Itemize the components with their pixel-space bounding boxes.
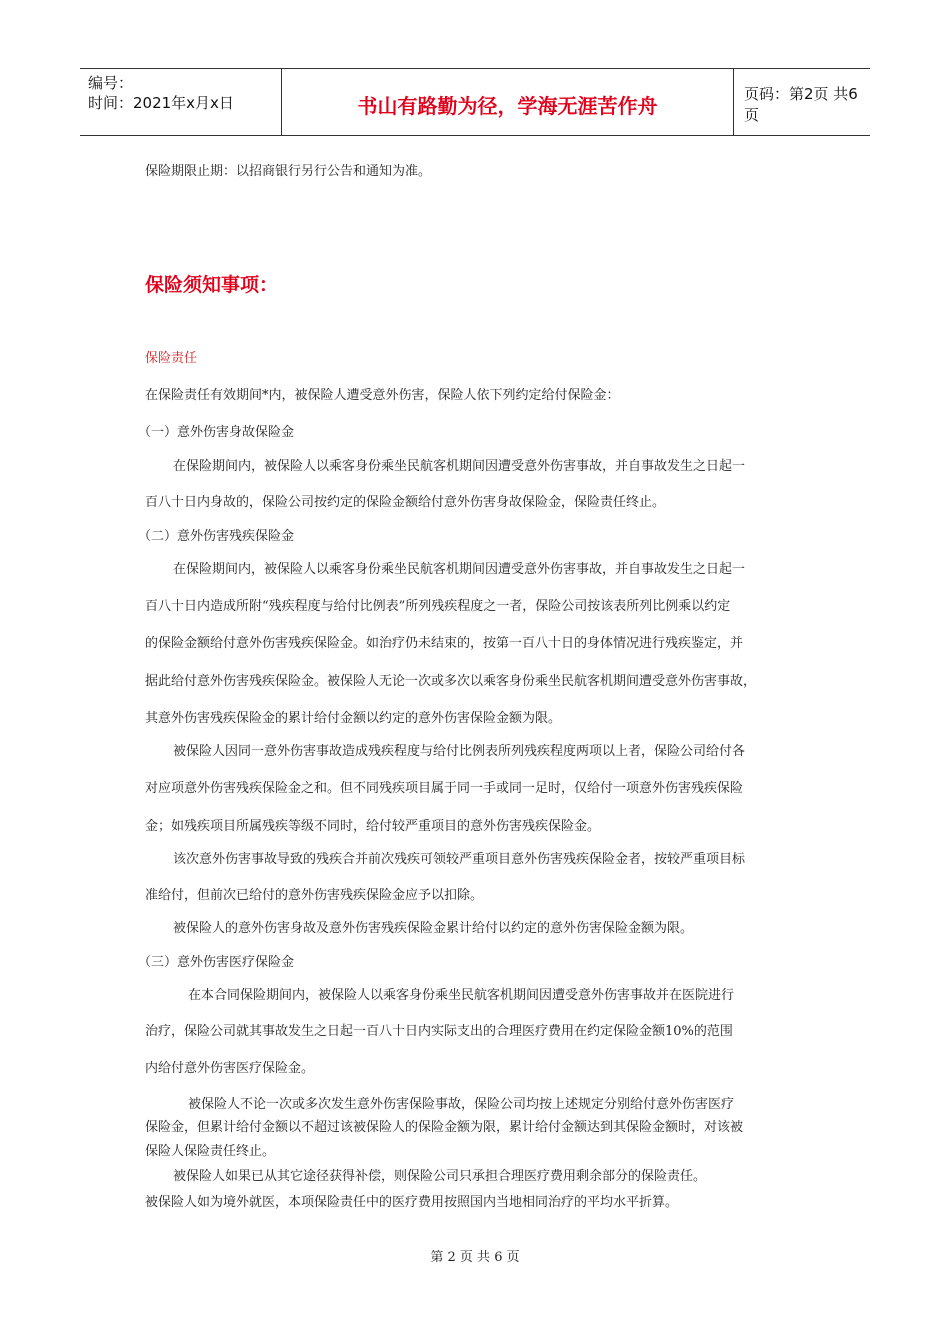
header-meta xyxy=(80,69,282,135)
paragraph-line: 治疗，保险公司就其事故发生之日起一百八十日内实际支出的合理医疗费用在约定保险金额10%的范围 xyxy=(145,1024,733,1039)
paragraph-line: 保险人保险责任终止。 xyxy=(145,1144,276,1159)
paragraph-line: 被保险人不论一次或多次发生意外伤害保险事故，保险公司均按上述规定分别给付意外伤害医疗 xyxy=(188,1097,735,1112)
paragraph-line: 据此给付意外伤害残疾保险金。被保险人无论一次或多次以乘客身份乘坐民航客机期间遭受意外伤害事故， xyxy=(145,674,757,689)
intro-line: 保险期限止期：以招商银行另行公告和通知为准。 xyxy=(145,164,432,179)
page-footer: 第 2 页 共 6 页 xyxy=(430,1250,520,1265)
paragraph-line: 内给付意外伤害医疗保险金。 xyxy=(145,1061,315,1076)
paragraph-line: 百八十日内造成所附“残疾程度与给付比例表”所列残疾程度之一者，保险公司按该表所列比例乘以约定 xyxy=(145,599,731,614)
paragraph-line: 的保险金额给付意外伤害残疾保险金。如治疗仍未结束的，按第一百八十日的身体情况进行残疾鉴定，并 xyxy=(145,636,744,651)
header-motto: 书山有路勤为径，学海无涯苦作舟 xyxy=(282,69,734,135)
paragraph-line: 金；如残疾项目所属残疾等级不同时，给付较严重项目的意外伤害残疾保险金。 xyxy=(145,819,601,834)
paragraph-line: 被保险人如果已从其它途径获得补偿，则保险公司只承担合理医疗费用剩余部分的保险责任。 xyxy=(173,1169,707,1184)
paragraph-line: 在本合同保险期间内，被保险人以乘客身份乘坐民航客机期间因遭受意外伤害事故并在医院进行 xyxy=(188,988,735,1003)
item-heading: （二）意外伤害残疾保险金 xyxy=(138,529,295,544)
paragraph-line: 其意外伤害残疾保险金的累计给付金额以约定的意外伤害保险金额为限。 xyxy=(145,711,562,726)
item-heading: （一）意外伤害身故保险金 xyxy=(138,425,295,440)
item-heading: （三）意外伤害医疗保险金 xyxy=(138,955,295,970)
page-header xyxy=(80,68,870,136)
paragraph-line: 对应项意外伤害残疾保险金之和。但不同残疾项目属于同一手或同一足时，仅给付一项意外伤害残疾保险 xyxy=(145,781,744,796)
doc-date-label: 时间：2021年x月x日 xyxy=(88,94,234,112)
paragraph-line: 准给付，但前次已给付的意外伤害残疾保险金应予以扣除。 xyxy=(145,888,484,903)
paragraph-line: 被保险人因同一意外伤害事故造成残疾程度与给付比例表所列残疾程度两项以上者，保险公司给付各 xyxy=(173,744,746,759)
paragraph-line: 该次意外伤害事故导致的残疾合并前次残疾可领较严重项目意外伤害残疾保险金者，按较严重项目标 xyxy=(173,852,746,867)
paragraph-line: 被保险人如为境外就医，本项保险责任中的医疗费用按照国内当地相同治疗的平均水平折算。 xyxy=(145,1195,679,1210)
paragraph-line: 保险金，但累计给付金额以不超过该被保险人的保险金额为限，累计给付金额达到其保险金额时，对该被 xyxy=(145,1120,744,1135)
subsection-title: 保险责任 xyxy=(145,351,198,366)
paragraph-line: 百八十日内身故的，保险公司按约定的保险金额给付意外伤害身故保险金，保险责任终止。 xyxy=(145,495,666,510)
paragraph-line: 在保险责任有效期间*内，被保险人遭受意外伤害，保险人依下列约定给付保险金： xyxy=(145,388,620,403)
paragraph-line: 被保险人的意外伤害身故及意外伤害残疾保险金累计给付以约定的意外伤害保险金额为限。 xyxy=(173,921,694,936)
section-title: 保险须知事项： xyxy=(145,274,279,296)
header-page-number: 页码：第2页 共6页 xyxy=(744,85,858,124)
paragraph-line: 在保险期间内，被保险人以乘客身份乘坐民航客机期间因遭受意外伤害事故，并自事故发生之日起一 xyxy=(173,459,746,474)
paragraph-line: 在保险期间内，被保险人以乘客身份乘坐民航客机期间因遭受意外伤害事故，并自事故发生之日起一 xyxy=(173,562,746,577)
doc-number-label: 编号： xyxy=(88,74,134,92)
